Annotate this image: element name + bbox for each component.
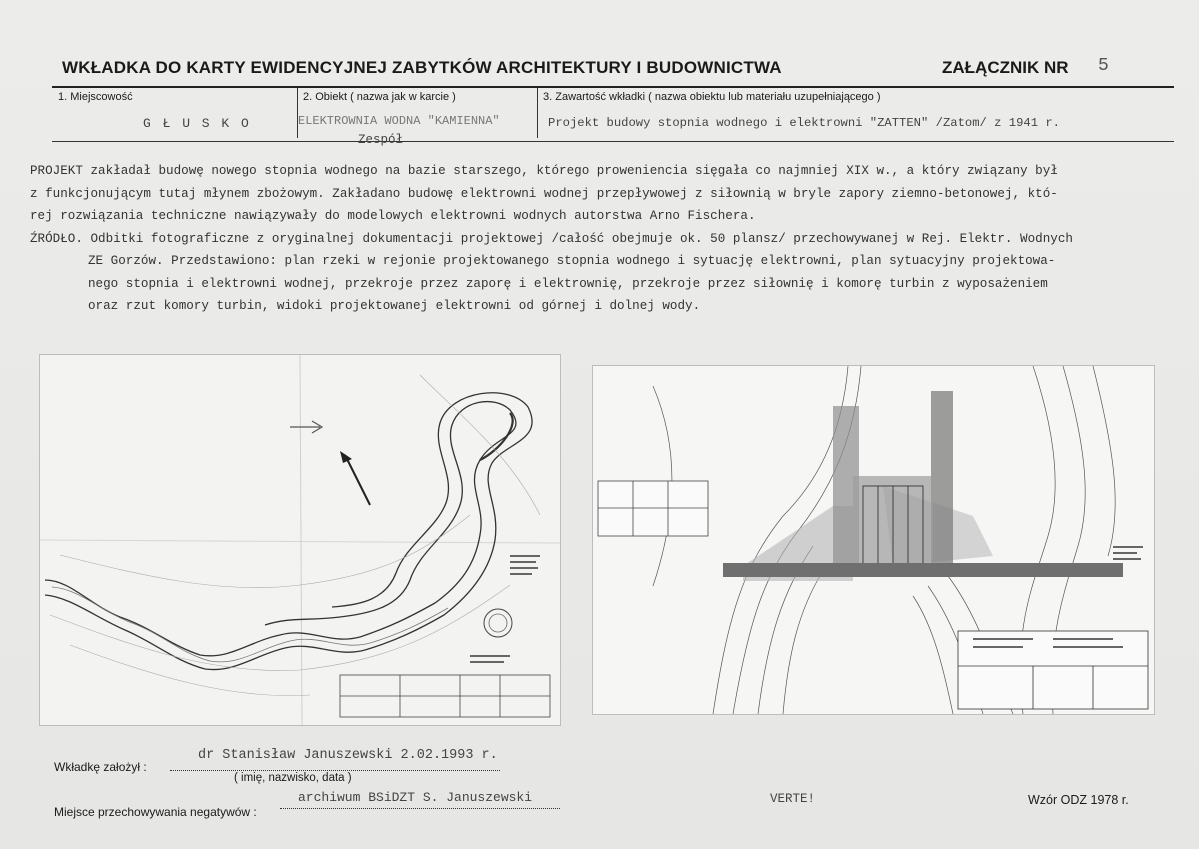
storage-dotted-line xyxy=(280,808,560,809)
source-line: ŹRÓDŁO. Odbitki fotograficzne z oryginalnej dokumentacji projektowej /całość obejmuje ok. 50 plansz/ przechowywanej w Rej. Elektr. Wodnych xyxy=(30,231,1073,246)
storage-label: Miejsce przechowywania negatywów : xyxy=(54,805,257,819)
header-bottom-rule xyxy=(52,141,1174,142)
locality-value: G Ł U S K O xyxy=(143,116,251,131)
founder-hint: ( imię, nazwisko, data ) xyxy=(234,772,352,784)
description-line: z funkcjonującym tutaj młynem zbożowym. Zakładano budowę elektrowni wodnej przepływowej z siłownią w bryle zapory ziemno-betonowej, któ- xyxy=(30,186,1058,201)
col1-label: 1. Miejscowość xyxy=(58,91,133,103)
description-text xyxy=(30,160,1180,318)
form-title: WKŁADKA DO KARTY EWIDENCYJNEJ ZABYTKÓW ARCHITEKTURY I BUDOWNICTWA xyxy=(62,58,782,77)
description-line: PROJEKT zakładał budowę nowego stopnia wodnego na bazie starszego, którego prowenienciа sięgała co najmniej XIX w., a który związany był xyxy=(30,164,1058,178)
site-plan-photo xyxy=(593,366,1154,714)
col3-label: 3. Zawartość wkładki ( nazwa obiektu lub materiału uzupełniającego ) xyxy=(543,91,881,103)
source-line: nego stopnia i elektrowni wodnej, przekroje przez zaporę i elektrownię, przekroje przez siłownię i komorę turbin z wyposażeniem xyxy=(88,276,1048,291)
founder-value: dr Stanisław Januszewski 2.02.1993 r. xyxy=(198,748,498,763)
site-plan-drawing xyxy=(593,366,1154,714)
column-divider xyxy=(297,88,298,138)
founder-label: Wkładkę założył : xyxy=(54,760,147,774)
object-value-sub: Zespół xyxy=(358,133,404,147)
storage-value: archiwum BSiDZT S. Januszewski xyxy=(298,790,533,805)
verte-note: VERTE! xyxy=(770,792,816,806)
founder-dotted-line xyxy=(170,770,500,771)
annex-label: ZAŁĄCZNIK NR xyxy=(942,58,1069,77)
content-value: Projekt budowy stopnia wodnego i elektrowni "ZATTEN" /Zatom/ z 1941 r. xyxy=(548,116,1060,130)
river-plan-photo xyxy=(40,355,560,725)
column-divider xyxy=(537,88,538,138)
source-line: ZE Gorzów. Przedstawiono: plan rzeki w rejonie projektowanego stopnia wodnego i sytuację elektrowni, plan sytuacyjny projektowa- xyxy=(88,254,1056,268)
col2-label: 2. Obiekt ( nazwa jak w karcie ) xyxy=(303,91,456,103)
description-line: rej rozwiązania techniczne nawiązywały do modelowych elektrowni wodnych autorstwa Arno Fischera. xyxy=(30,209,756,223)
object-value: ELEKTROWNIA WODNA "KAMIENNA" xyxy=(298,114,500,128)
source-line: oraz rzut komory turbin, widoki projektowanej elektrowni od górnej i dolnej wody. xyxy=(88,299,701,313)
river-plan-drawing xyxy=(40,355,560,725)
annex-number: 5 xyxy=(1098,56,1109,76)
header-rule xyxy=(52,86,1174,88)
form-code: Wzór ODZ 1978 r. xyxy=(1028,793,1129,807)
